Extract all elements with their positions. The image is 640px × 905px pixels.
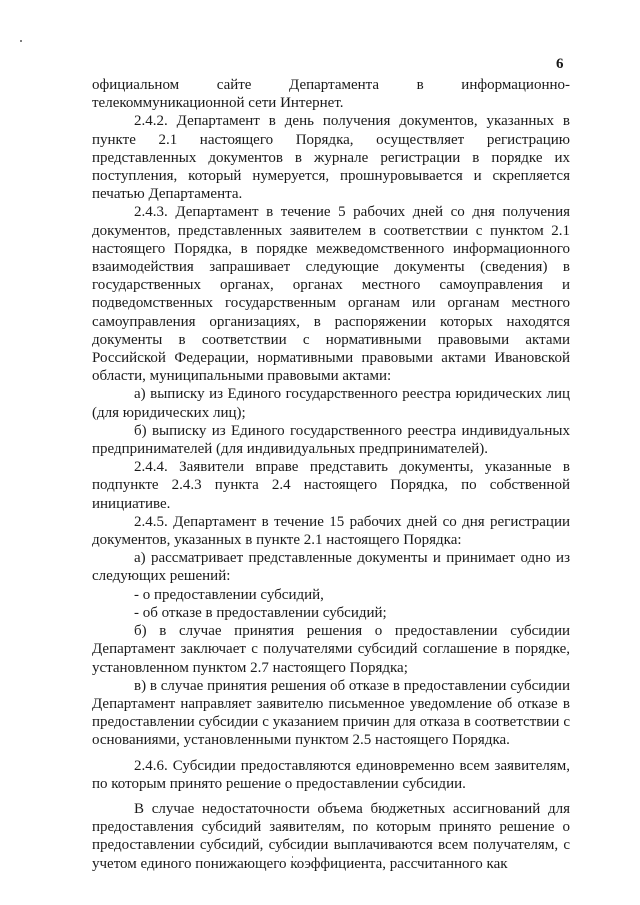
paragraph-2-4-3: 2.4.3. Департамент в течение 5 рабочих дней со дня получения документов, представленных заявителем в соответствии с пунктом 2.1 настоящего Порядка, в порядке межведомственного информационного взаимодействия запрашивает следующие документы (сведения) в государственных органах, органах местного самоуправления и подведомственных государственным органам или органам местного самоуправления организациях, в распоряжении которых находятся документы в соответствии с нормативными правовыми актами Российской Федерации, нормативными правовыми актами Ивановской области, муниципальными правовыми актами: (92, 204, 570, 385)
scan-speck (20, 40, 22, 42)
paragraph-2-4-2: 2.4.2. Департамент в день получения документов, указанных в пункте 2.1 настоящего Порядка, осуществляет регистрацию представленных документов в журнале регистрации в порядке их поступления, который нумеруется, прошнуровывается и скрепляется печатью Департамента. (92, 113, 570, 203)
list-item-v-notification: в) в случае принятия решения об отказе в предоставлении субсидии Департамент направляет заявителю письменное уведомление об отказе в предоставлении субсидии с указанием причин для отказа в соответствии с основаниями, установленными пунктом 2.5 настоящего Порядка. (92, 677, 570, 749)
paragraph-2-4-4: 2.4.4. Заявители вправе представить документы, указанные в подпункте 2.4.3 пункта 2.4 настоящего Порядка, по собственной инициативе. (92, 459, 570, 512)
list-item-a-decision: а) рассматривает представленные документы и принимает одно из следующих решений: (92, 550, 570, 585)
list-item-b-egrip: б) выписку из Единого государственного реестра индивидуальных предпринимателей (для индивидуальных предпринимателей). (92, 422, 570, 458)
list-item-dash-grant: - о предоставлении субсидий, (134, 586, 324, 603)
list-item-a-egrul: а) выписку из Единого государственного реестра юридических лиц (для юридических лиц); (92, 386, 570, 421)
paragraph-2-4-6: 2.4.6. Субсидии предоставляются единовременно всем заявителям, по которым принято решение о предоставлении субсидии. (92, 757, 570, 792)
paragraph-2-4-5: 2.4.5. Департамент в течение 15 рабочих дней со дня регистрации документов, указанных в пункте 2.1 настоящего Порядка: (92, 513, 570, 549)
paragraph-continuation: официальном сайте Департамента в информационно-телекоммуникационной сети Интернет. (92, 77, 570, 112)
page-number: 6 (556, 56, 564, 72)
list-item-b-agreement: б) в случае принятия решения о предоставлении субсидии Департамент заключает с получателями субсидий соглашение в порядке, установленном пунктом 2.7 настоящего Порядка; (92, 623, 570, 676)
document-body (92, 76, 570, 873)
list-item-dash-refuse: - об отказе в предоставлении субсидий; (134, 604, 387, 621)
paragraph-insufficiency: В случае недостаточности объема бюджетных ассигнований для предоставления субсидий заявителям, по которым принято решение о предоставлении субсидий, субсидии выплачиваются всем получателям, с учетом единого понижающего коэффициента, рассчитанного как (92, 800, 570, 872)
